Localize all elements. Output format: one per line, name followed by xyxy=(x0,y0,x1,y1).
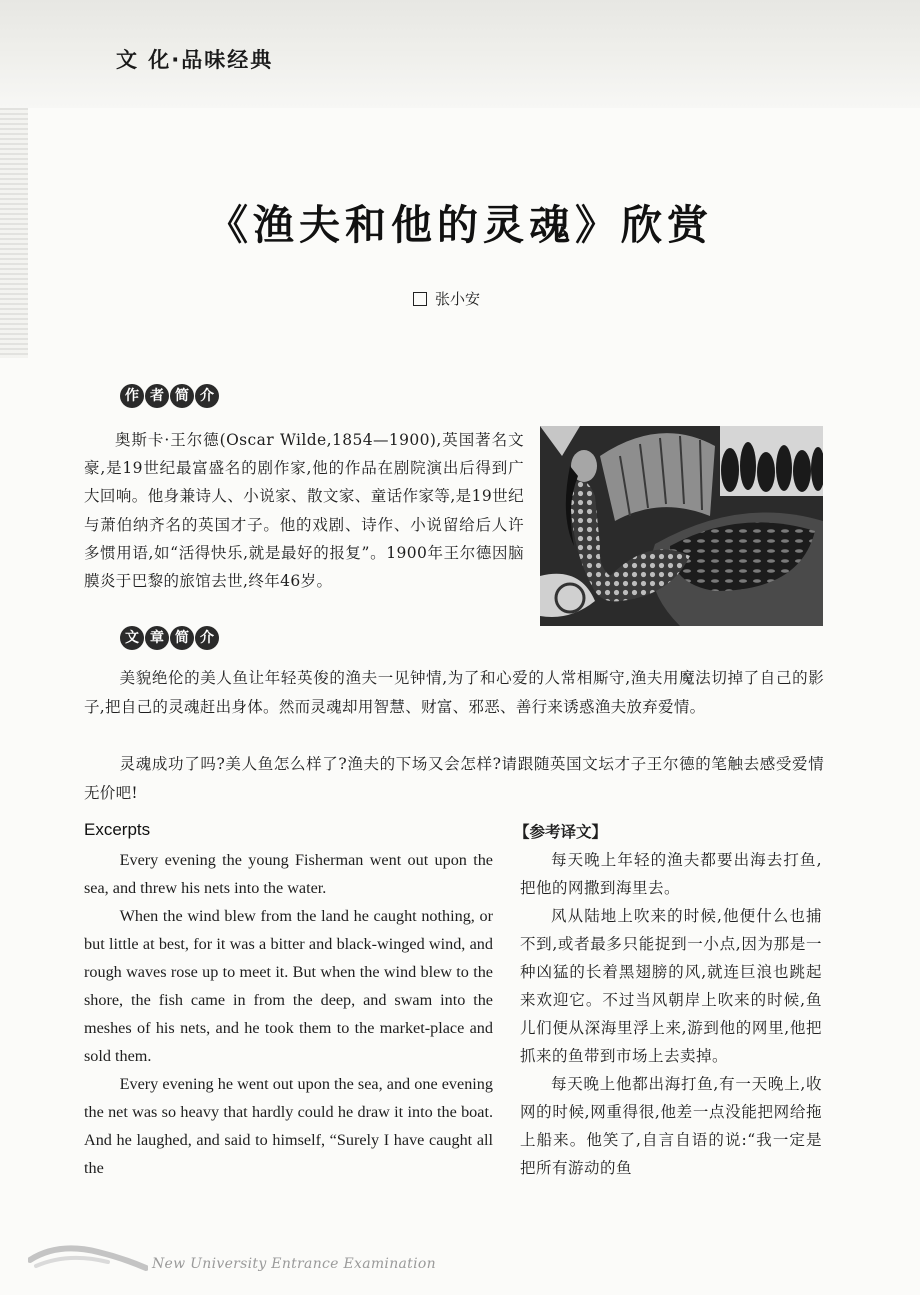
summary-paragraph: 灵魂成功了吗?美人鱼怎么样了?渔夫的下场又会怎样?请跟随英国文坛才子王尔德的笔触去感受爱情无价吧! xyxy=(84,755,824,802)
badge-char: 章 xyxy=(145,626,169,650)
translation-paragraph: 每天晚上他都出海打鱼,有一天晚上,收网的时候,网重得很,他差一点没能把网给拖上船来。他笑了,自言自语的说:“我一定是把所有游动的鱼 xyxy=(520,1075,822,1177)
article-intro-badge xyxy=(120,626,219,650)
author-line xyxy=(413,288,480,309)
mermaid-illustration xyxy=(540,426,823,626)
badge-char: 文 xyxy=(120,626,144,650)
square-icon xyxy=(413,292,427,306)
author-name: 张小安 xyxy=(435,290,481,308)
journal-name: New University Entrance Examination xyxy=(152,1256,436,1272)
section-label: 文 化·品味经典 xyxy=(116,48,274,72)
badge-char: 作 xyxy=(120,384,144,408)
excerpt-column xyxy=(84,846,493,1182)
badge-char: 介 xyxy=(195,626,219,650)
badge-char: 简 xyxy=(170,384,194,408)
author-bio: 奥斯卡·王尔德(Oscar Wilde,1854—1900),英国著名文豪,是19世纪最富盛名的剧作家,他的作品在剧院演出后得到广大回响。他身兼诗人、小说家、散文家、童话作家等,是19世纪与萧伯纳齐名的英国才子。他的戏剧、诗作、小说留给后人许多惯用语,如“活得快乐,就是最好的报复”。1900年王尔德因脑膜炎于巴黎的旅馆去世,终年46岁。 xyxy=(84,431,524,591)
author-intro-badge xyxy=(120,384,219,408)
excerpt-paragraph: Every evening the young Fisherman went out upon the sea, and threw his nets into the water. xyxy=(84,851,493,897)
translation-paragraph: 每天晚上年轻的渔夫都要出海去打鱼,把他的网撒到海里去。 xyxy=(520,851,822,897)
excerpt-paragraph: When the wind blew from the land he caught nothing, or but little at best, for it was a bitter and black-winged wind, and rough waves rose up to meet it. But when the wind blew to the shore, the fish came in from the deep, and swam into the meshes of his nets, and he took them to the market-place and sold them. xyxy=(84,907,493,1065)
summary-paragraph: 美貌绝伦的美人鱼让年轻英俊的渔夫一见钟情,为了和心爱的人常相厮守,渔夫用魔法切掉了自己的影子,把自己的灵魂赶出身体。然而灵魂却用智慧、财富、邪恶、善行来诱惑渔夫放弃爱情。 xyxy=(84,669,824,716)
excerpts-heading: Excerpts xyxy=(84,820,151,839)
page-title: 《渔夫和他的灵魂》欣赏 xyxy=(207,201,713,249)
excerpt-paragraph: Every evening he went out upon the sea, and one evening the net was so heavy that hardly could he draw it into the boat. And he laughed, and said to himself, “Surely I have caught all the xyxy=(84,1075,493,1177)
translation-column xyxy=(520,846,822,1182)
translation-paragraph: 风从陆地上吹来的时候,他便什么也捕不到,或者最多只能捉到一小点,因为那是一种凶猛的长着黑翅膀的风,就连巨浪也跳起来欢迎它。不过当风朝岸上吹来的时候,鱼儿们便从深海里浮上来,游到他的网里,他把抓来的鱼带到市场上去卖掉。 xyxy=(520,907,822,1065)
badge-char: 简 xyxy=(170,626,194,650)
footer-swoosh-logo xyxy=(28,1238,148,1278)
translation-heading: 【参考译文】 xyxy=(514,823,608,841)
badge-char: 者 xyxy=(145,384,169,408)
badge-char: 介 xyxy=(195,384,219,408)
